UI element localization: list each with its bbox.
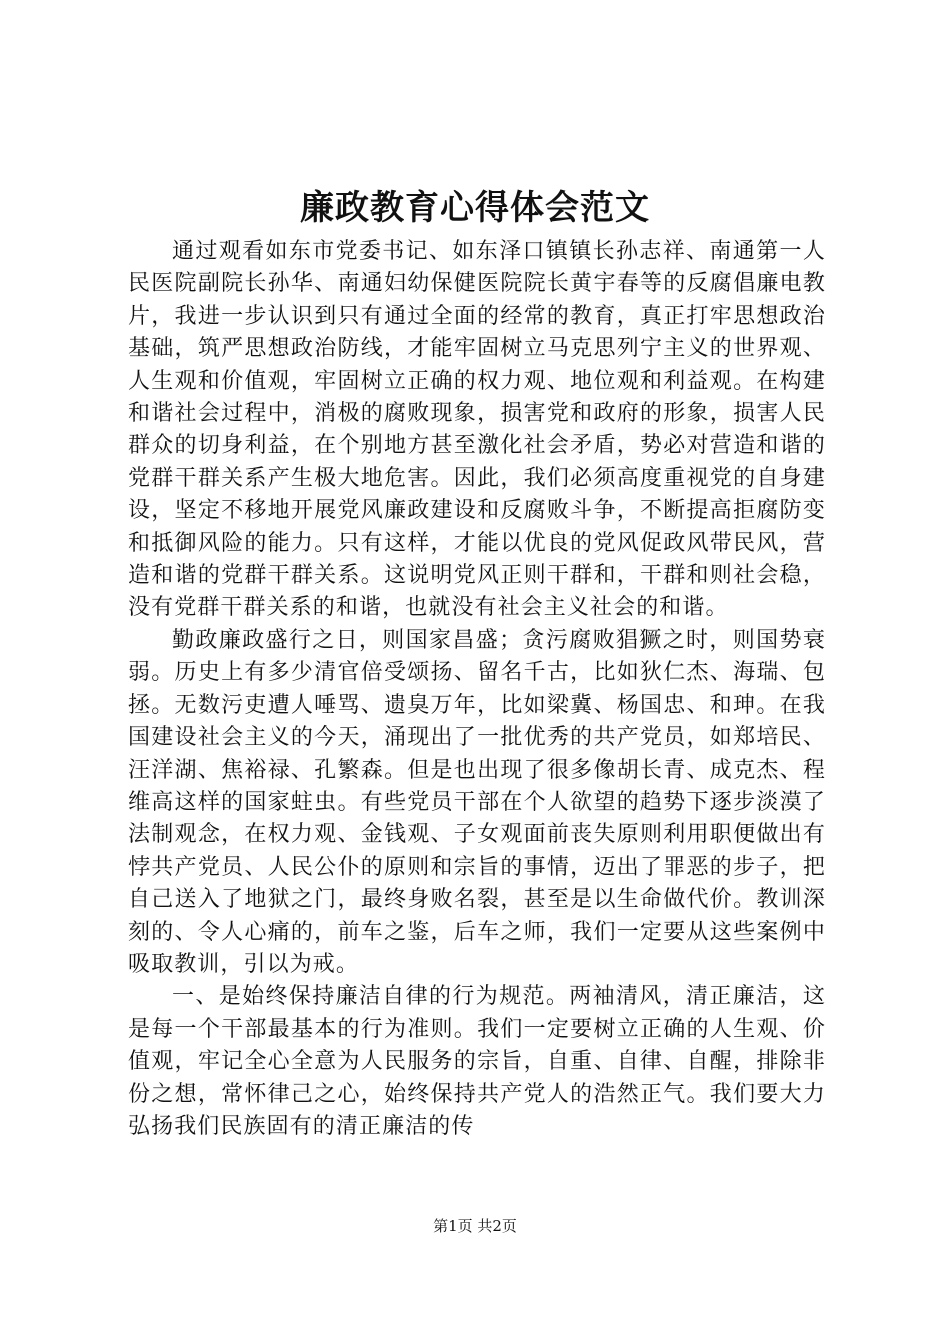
paragraph: 通过观看如东市党委书记、如东泽口镇镇长孙志祥、南通第一人民医院副院长孙华、南通妇幼保健医院院长黄宇春等的反腐倡廉电教片，我进一步认识到只有通过全面的经常的教育，真正打牢思想政治基础，筑严思想政治防线，才能牢固树立马克思列宁主义的世界观、人生观和价值观，牢固树立正确的权力观、地位观和利益观。在构建和谐社会过程中，消极的腐败现象，损害党和政府的形象，损害人民群众的切身利益，在个别地方甚至激化社会矛盾，势必对营造和谐的党群干群关系产生极大地危害。因此，我们必须高度重视党的自身建设，坚定不移地开展党风廉政建设和反腐败斗争，不断提高拒腐防变和抵御风险的能力。只有这样，才能以优良的党风促政风带民风，营造和谐的党群干群关系。这说明党风正则干群和，干群和则社会稳，没有党群干群关系的和谐，也就没有社会主义社会的和谐。 <box>128 239 826 621</box>
paragraph: 勤政廉政盛行之日，则国家昌盛；贪污腐败猖獗之时，则国势衰弱。历史上有多少清官倍受颂扬、留名千古，比如狄仁杰、海瑞、包拯。无数污吏遭人唾骂、遗臭万年，比如梁冀、杨国忠、和珅。在我国建设社会主义的今天，涌现出了一批优秀的共产党员，如郑培民、汪洋湖、焦裕禄、孔繁森。但是也出现了很多像胡长青、成克杰、程维高这样的国家蛀虫。有些党员干部在个人欲望的趋势下逐步淡漠了法制观念，在权力观、金钱观、子女观面前丧失原则利用职便做出有悖共产党员、人民公仆的原则和宗旨的事情，迈出了罪恶的步子，把自己送入了地狱之门，最终身败名裂，甚至是以生命做代价。教训深刻的、令人心痛的，前车之鉴，后车之师，我们一定要从这些案例中吸取教训，引以为戒。 <box>128 627 826 977</box>
page-footer: 第1页 共2页 <box>433 1217 517 1235</box>
paragraph: 一、是始终保持廉洁自律的行为规范。两袖清风，清正廉洁，这是每一个干部最基本的行为准则。我们一定要树立正确的人生观、价值观，牢记全心全意为人民服务的宗旨，自重、自律、自醒，排除非份之想，常怀律己之心，始终保持共产党人的浩然正气。我们要大力弘扬我们民族固有的清正廉洁的传 <box>128 984 826 1139</box>
document-title: 廉政教育心得体会范文 <box>300 188 650 228</box>
document-body <box>128 236 826 1143</box>
